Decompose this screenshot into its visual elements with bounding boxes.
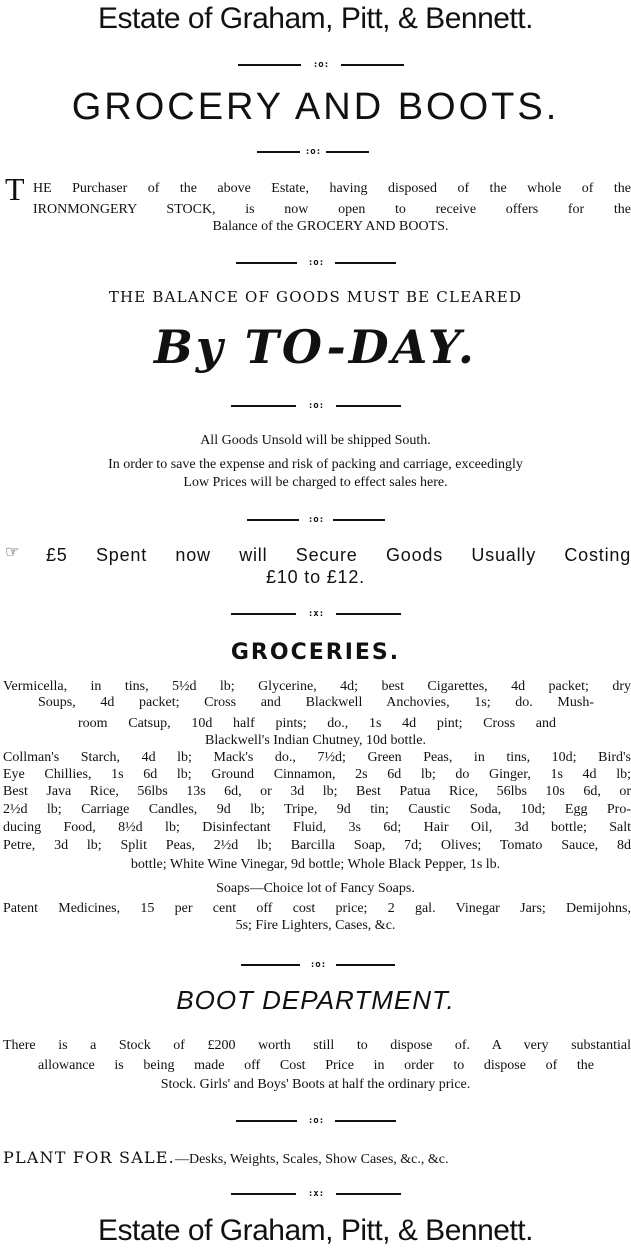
groceries-line-1: Vermicella, in tins, 5½d lb; Glycerine, 4d; best Cigarettes, 4d packet; dry <box>3 679 631 694</box>
pointing-hand-icon: ☞ <box>5 542 20 561</box>
intro-line-1: HE Purchaser of the above Estate, having disposed of the whole of the <box>33 181 631 196</box>
divider-9: :x: <box>231 1188 401 1200</box>
groceries-line-2: Soups, 4d packet; Cross and Blackwell Anchovies, 1s; do. Mush- <box>38 695 594 710</box>
divider-1: :o: <box>238 59 404 71</box>
header-title: Estate of Graham, Pitt, & Bennett. <box>98 2 533 35</box>
divider-8: :o: <box>236 1115 396 1127</box>
divider-4: :o: <box>231 400 401 412</box>
groceries-line-12: Soaps—Choice lot of Fancy Soaps. <box>216 881 415 896</box>
intro-line-2: IRONMONGERY STOCK, is now open to receive offers for the <box>33 202 631 217</box>
groceries-line-8: 2½d lb; Carriage Candles, 9d lb; Tripe, 9d tin; Caustic Soda, 10d; Egg Pro- <box>3 802 631 817</box>
deadline: By TO-DAY. <box>154 320 477 374</box>
groceries-line-4: Blackwell's Indian Chutney, 10d bottle. <box>205 733 426 748</box>
shipping-line-2: In order to save the expense and risk of packing and carriage, exceedingly <box>108 457 523 472</box>
divider-5: :o: <box>247 514 385 526</box>
plant-text: —Desks, Weights, Scales, Show Cases, &c., &c. <box>174 1152 449 1167</box>
groceries-line-10: Petre, 3d lb; Split Peas, 2½d lb; Barcilla Soap, 7d; Olives; Tomato Sauce, 8d <box>3 838 631 853</box>
groceries-line-5: Collman's Starch, 4d lb; Mack's do., 7½d; Green Peas, in tins, 10d; Bird's <box>3 750 631 765</box>
shipping-line-3: Low Prices will be charged to effect sales here. <box>183 475 448 490</box>
boots-line-2: allowance is being made off Cost Price in order to dispose of the <box>38 1058 594 1073</box>
groceries-line-14: 5s; Fire Lighters, Cases, &c. <box>235 918 396 933</box>
boots-line-1: There is a Stock of £200 worth still to dispose of. A very substantial <box>3 1038 631 1053</box>
groceries-line-11: bottle; White Wine Vinegar, 9d bottle; Whole Black Pepper, 1s lb. <box>130 857 501 872</box>
divider-3: :o: <box>236 257 396 269</box>
groceries-heading: GROCERIES. <box>230 640 401 665</box>
balance-notice: THE BALANCE OF GOODS MUST BE CLEARED <box>108 288 523 306</box>
divider-6: :x: <box>231 608 401 620</box>
shipping-line-1: All Goods Unsold will be shipped South. <box>200 433 431 448</box>
intro-line-3: Balance of the GROCERY AND BOOTS. <box>212 219 449 234</box>
divider-2: :o: <box>257 146 369 158</box>
footer-title: Estate of Graham, Pitt, & Bennett. <box>98 1214 533 1247</box>
subtitle: GROCERY AND BOOTS. <box>71 86 560 128</box>
groceries-line-9: ducing Food, 8½d lb; Disinfectant Fluid, 3s 6d; Hair Oil, 3d bottle; Salt <box>3 820 631 835</box>
boots-line-3: Stock. Girls' and Boys' Boots at half the ordinary price. <box>160 1077 471 1092</box>
boot-heading: BOOT DEPARTMENT. <box>176 985 455 1015</box>
divider-7: :o: <box>241 959 395 971</box>
offer-line-1: £5 Spent now will Secure Goods Usually Costing <box>46 545 631 565</box>
groceries-line-13: Patent Medicines, 15 per cent off cost price; 2 gal. Vinegar Jars; Demijohns, <box>3 901 631 916</box>
plant-label: PLANT FOR SALE. <box>3 1148 175 1167</box>
offer-line-2: £10 to £12. <box>266 567 365 587</box>
groceries-line-6: Eye Chillies, 1s 6d lb; Ground Cinnamon, 2s 6d lb; do Ginger, 1s 4d lb; <box>3 767 631 782</box>
drop-cap: T <box>5 171 25 207</box>
plant-for-sale <box>3 1148 631 1168</box>
groceries-line-7: Best Java Rice, 56lbs 13s 6d, or 3d lb; Best Patua Rice, 56lbs 10s 6d, or <box>3 784 631 799</box>
groceries-line-3: room Catsup, 10d half pints; do., 1s 4d pint; Cross and <box>78 716 556 731</box>
